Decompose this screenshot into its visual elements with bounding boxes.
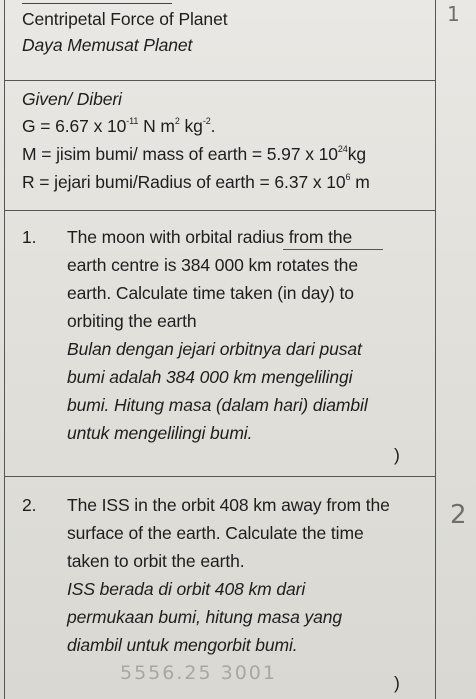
question-1-malay-line-4: untuk mengelilingi bumi. bbox=[67, 423, 253, 443]
divider-after-title bbox=[4, 80, 436, 81]
divider-after-question-1 bbox=[4, 476, 436, 477]
given-earth-radius: R = jejari bumi/Radius of earth = 6.37 x $10^6$ m bbox=[22, 172, 370, 192]
question-1-line-4: orbiting the earth bbox=[67, 311, 197, 331]
frame-left-border bbox=[4, 0, 5, 699]
question-2-number: 2. bbox=[22, 495, 37, 515]
question-1-malay-line-2: bumi adalah 384 000 km mengelilingi bbox=[67, 367, 353, 387]
divider-after-given bbox=[4, 210, 436, 211]
question-2-malay-line-3: diambil untuk mengorbit bumi. bbox=[67, 635, 298, 655]
question-2-line-2: surface of the earth. Calculate the time bbox=[67, 523, 364, 543]
question-1-mark-bracket: ) bbox=[394, 445, 400, 465]
handwritten-margin-2: 2 bbox=[450, 500, 467, 530]
question-2-malay-line-2: permukaan bumi, hitung masa yang bbox=[67, 607, 343, 627]
title-english: Centripetal Force of Planet bbox=[22, 9, 228, 29]
question-1-line-1: The moon with orbital radius from the bbox=[67, 227, 353, 247]
question-1-line-2: earth centre is 384 000 km rotates the bbox=[67, 255, 358, 275]
question-2-malay-line-1: ISS berada di orbit 408 km dari bbox=[67, 579, 306, 599]
given-heading: Given/ Diberi bbox=[22, 89, 122, 109]
handwritten-margin-1: 1 bbox=[447, 2, 460, 26]
question-1-line-3: earth. Calculate time taken (in day) to bbox=[67, 283, 354, 303]
given-gravitational-constant: G = 6.67 x $10^{-11}$ N $m^2$ $kg^{-2}$. bbox=[22, 116, 216, 136]
question-1-malay-line-1: Bulan dengan jejari orbitnya dari pusat bbox=[67, 339, 362, 359]
question-1-underline bbox=[283, 249, 383, 250]
question-2-line-3: taken to orbit the earth. bbox=[67, 551, 245, 571]
frame-right-border bbox=[435, 0, 436, 699]
question-1-malay-line-3: bumi. Hitung masa (dalam hari) diambil bbox=[67, 395, 368, 415]
question-1-number: 1. bbox=[22, 227, 37, 247]
top-rule bbox=[22, 3, 172, 4]
title-malay: Daya Memusat Planet bbox=[22, 35, 193, 55]
handwritten-bottom-note: 5556.25 3001 bbox=[120, 662, 277, 684]
question-2-line-1: The ISS in the orbit 408 km away from the bbox=[67, 495, 390, 515]
question-2-mark-bracket: ) bbox=[394, 673, 400, 693]
given-earth-mass: M = jisim bumi/ mass of earth = 5.97 x $10^{24}kg$ bbox=[22, 144, 366, 164]
